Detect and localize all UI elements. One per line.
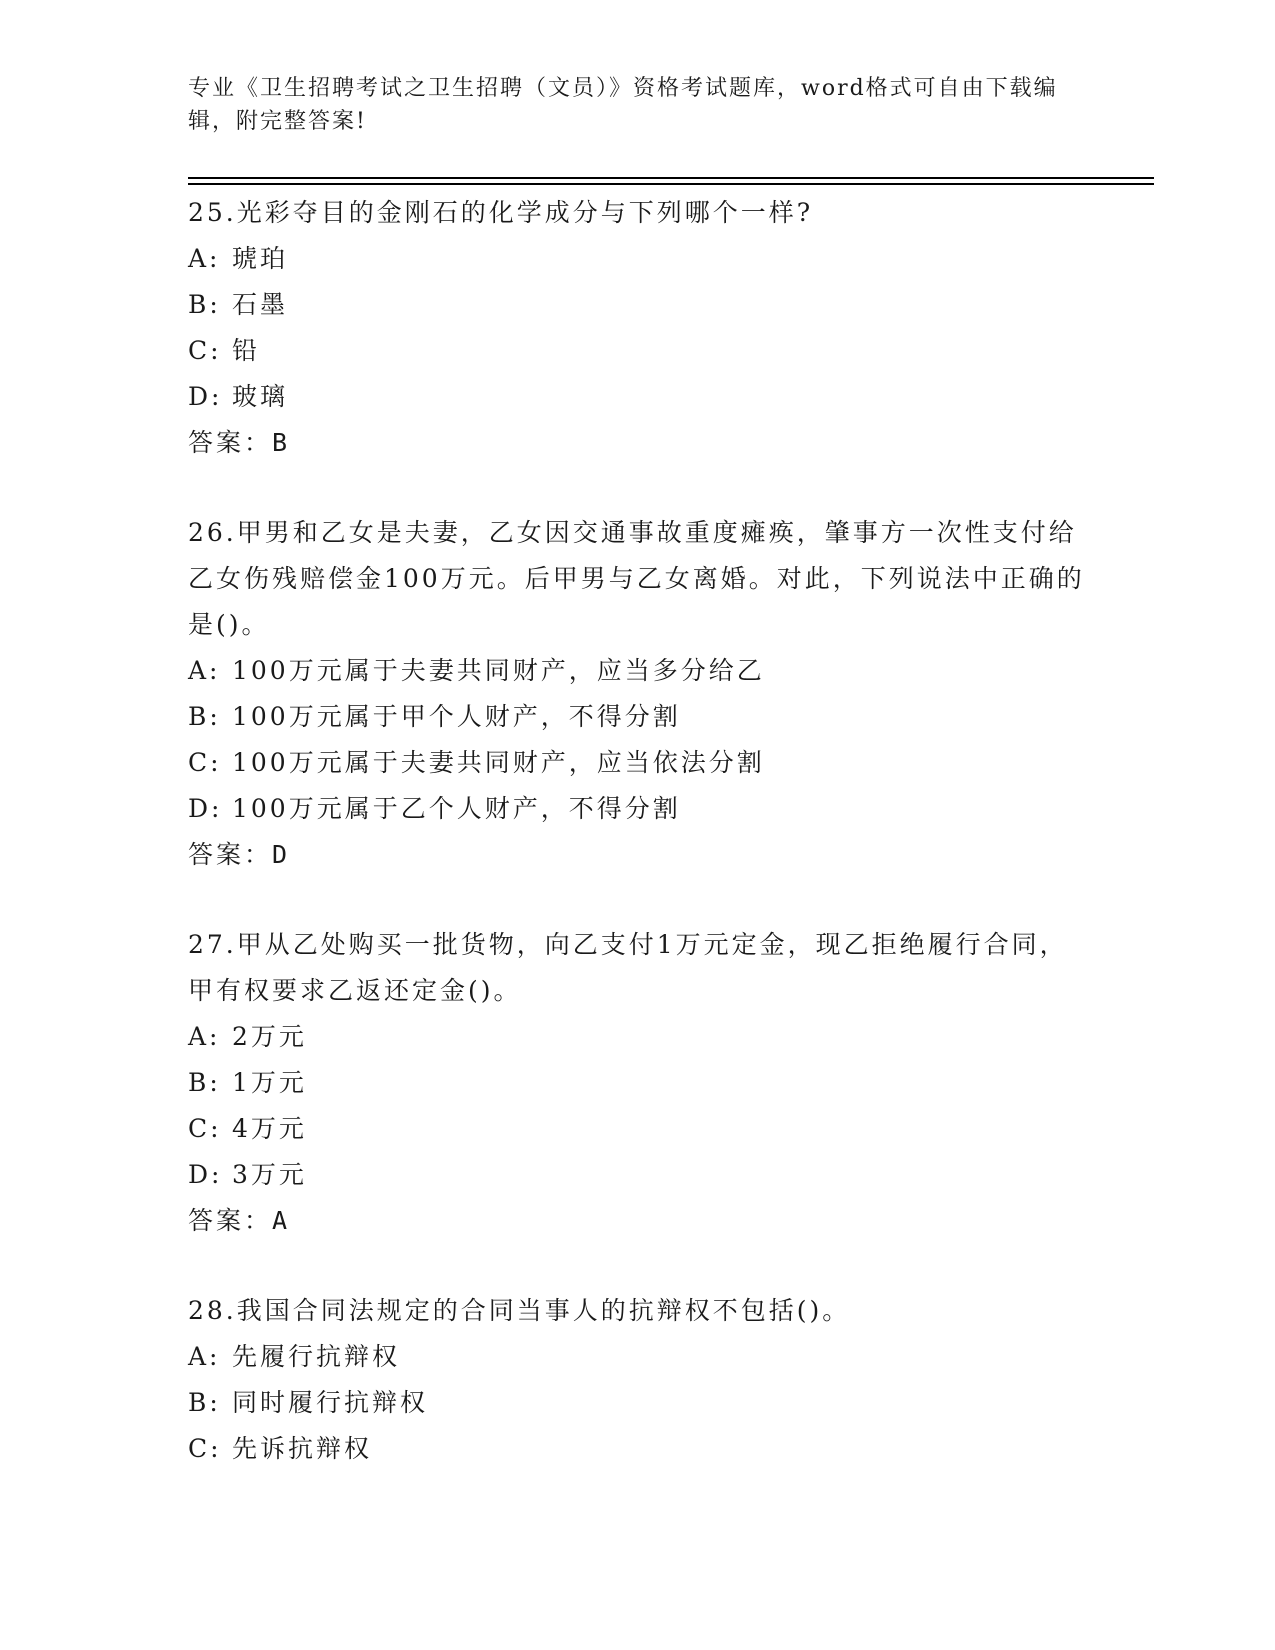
option-key: D:: [188, 382, 223, 411]
option-key: C:: [188, 748, 222, 777]
option-b: [188, 282, 1088, 328]
option-text: 100万元属于甲个人财产，不得分割: [232, 702, 681, 731]
option-text: 1万元: [232, 1068, 307, 1097]
option-text: 同时履行抗辩权: [232, 1388, 429, 1417]
option-text: 100万元属于夫妻共同财产，应当依法分割: [232, 748, 765, 777]
question-stem: 25.光彩夺目的金刚石的化学成分与下列哪个一样?: [188, 198, 814, 227]
option-c: [188, 740, 1088, 786]
option-text: 3万元: [232, 1160, 307, 1189]
document-header: 专业《卫生招聘考试之卫生招聘（文员）》资格考试题库，word格式可自由下载编辑，附完整答案!: [188, 76, 1058, 134]
option-text: 铅: [232, 336, 261, 365]
option-d: [188, 1152, 1088, 1198]
option-d: [188, 786, 1088, 832]
option-a: [188, 1014, 1088, 1060]
question-26: [188, 510, 1088, 878]
option-b: [188, 694, 1088, 740]
option-key: A:: [188, 1022, 221, 1051]
answer-line: [188, 832, 1088, 878]
option-key: B:: [188, 702, 221, 731]
question-stem: 28.我国合同法规定的合同当事人的抗辩权不包括()。: [188, 1296, 851, 1325]
option-key: D:: [188, 794, 223, 823]
option-key: B:: [188, 1068, 221, 1097]
option-c: [188, 1426, 1088, 1472]
answer-value: A: [272, 1206, 291, 1235]
question-25: [188, 190, 1088, 466]
option-key: A:: [188, 656, 221, 685]
option-key: C:: [188, 336, 222, 365]
answer-label: 答案：: [188, 428, 273, 457]
option-text: 石墨: [232, 290, 289, 319]
option-a: [188, 236, 1088, 282]
option-d: [188, 374, 1088, 420]
option-key: A:: [188, 244, 221, 273]
option-text: 玻璃: [232, 382, 289, 411]
question-27: [188, 922, 1088, 1244]
option-text: 100万元属于乙个人财产，不得分割: [232, 794, 681, 823]
answer-label: 答案：: [188, 840, 273, 869]
option-key: D:: [188, 1160, 223, 1189]
option-b: [188, 1380, 1088, 1426]
question-list: [188, 190, 1088, 1516]
option-a: [188, 1334, 1088, 1380]
option-a: [188, 648, 1088, 694]
option-text: 先诉抗辩权: [232, 1434, 373, 1463]
answer-line: [188, 1198, 1088, 1244]
question-stem: 26.甲男和乙女是夫妻，乙女因交通事故重度瘫痪，肇事方一次性支付给乙女伤残赔偿金100万元。后甲男与乙女离婚。对此，下列说法中正确的是()。: [188, 518, 1085, 639]
option-text: 100万元属于夫妻共同财产，应当多分给乙: [232, 656, 765, 685]
answer-value: B: [272, 428, 291, 457]
option-b: [188, 1060, 1088, 1106]
option-key: B:: [188, 1388, 221, 1417]
option-c: [188, 328, 1088, 374]
option-key: A:: [188, 1342, 221, 1371]
question-28: [188, 1288, 1088, 1472]
option-key: B:: [188, 290, 221, 319]
answer-value: D: [272, 840, 291, 869]
answer-label: 答案：: [188, 1206, 273, 1235]
option-text: 2万元: [232, 1022, 307, 1051]
option-key: C:: [188, 1114, 222, 1143]
question-stem: 27.甲从乙处购买一批货物，向乙支付1万元定金，现乙拒绝履行合同，甲有权要求乙返还定金()。: [188, 930, 1068, 1005]
option-text: 琥珀: [232, 244, 289, 273]
header-rule-bottom: [188, 183, 1154, 185]
answer-line: [188, 420, 1088, 466]
option-key: C:: [188, 1434, 222, 1463]
option-text: 4万元: [232, 1114, 307, 1143]
option-c: [188, 1106, 1088, 1152]
option-text: 先履行抗辩权: [232, 1342, 401, 1371]
header-rule-top: [188, 177, 1154, 179]
